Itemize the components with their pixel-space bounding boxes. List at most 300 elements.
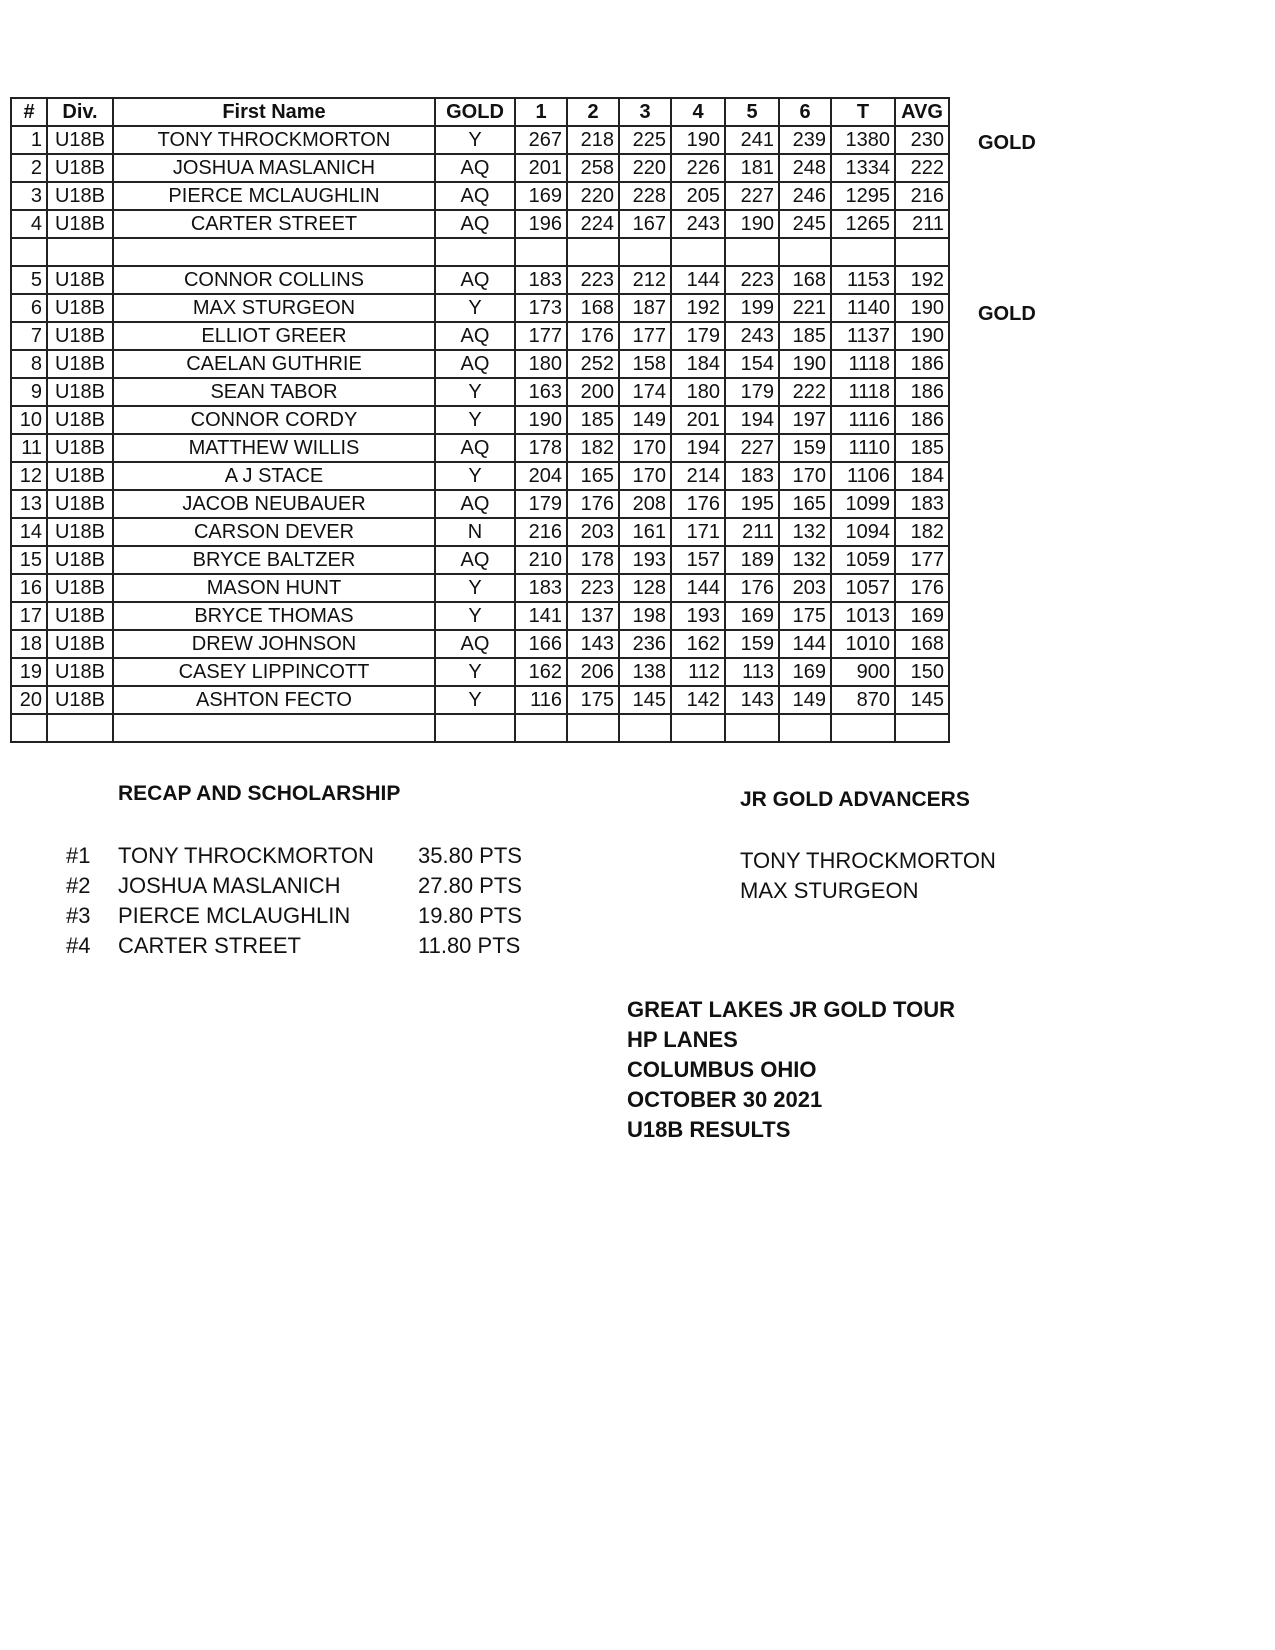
cell-gold: Y — [435, 602, 515, 630]
header-first-name: First Name — [113, 98, 435, 126]
cell-first-name: ASHTON FECTO — [113, 686, 435, 714]
cell-game-5: 211 — [725, 518, 779, 546]
results-table — [10, 97, 950, 743]
table-row — [11, 462, 949, 490]
cell-division: U18B — [47, 266, 113, 294]
cell-game-5: 223 — [725, 266, 779, 294]
cell-game-3: 161 — [619, 518, 671, 546]
cell-game-5: 227 — [725, 182, 779, 210]
cell-game-3: 177 — [619, 322, 671, 350]
cell-total: 1118 — [831, 378, 895, 406]
cell-average: 145 — [895, 686, 949, 714]
cell-first-name: CAELAN GUTHRIE — [113, 350, 435, 378]
cell-game-3: 208 — [619, 490, 671, 518]
cell-average: 190 — [895, 322, 949, 350]
recap-entry — [0, 843, 560, 871]
header-game-6: 6 — [779, 98, 831, 126]
empty-cell — [779, 238, 831, 266]
cell-total: 1137 — [831, 322, 895, 350]
cell-total: 1116 — [831, 406, 895, 434]
cell-first-name: BRYCE THOMAS — [113, 602, 435, 630]
cell-game-5: 179 — [725, 378, 779, 406]
cell-game-4: 243 — [671, 210, 725, 238]
cell-division: U18B — [47, 350, 113, 378]
cell-game-6: 245 — [779, 210, 831, 238]
cell-game-4: 226 — [671, 154, 725, 182]
cell-game-6: 197 — [779, 406, 831, 434]
empty-cell — [831, 238, 895, 266]
cell-gold: N — [435, 518, 515, 546]
empty-cell — [515, 238, 567, 266]
cell-gold: Y — [435, 406, 515, 434]
cell-game-4: 144 — [671, 574, 725, 602]
cell-game-2: 182 — [567, 434, 619, 462]
recap-title: RECAP AND SCHOLARSHIP — [118, 782, 401, 805]
cell-game-4: 176 — [671, 490, 725, 518]
header-total: T — [831, 98, 895, 126]
cell-game-1: 190 — [515, 406, 567, 434]
cell-rank: 7 — [11, 322, 47, 350]
cell-average: 186 — [895, 350, 949, 378]
cell-average: 169 — [895, 602, 949, 630]
cell-rank: 15 — [11, 546, 47, 574]
cell-game-2: 143 — [567, 630, 619, 658]
cell-game-3: 212 — [619, 266, 671, 294]
cell-game-3: 149 — [619, 406, 671, 434]
cell-average: 211 — [895, 210, 949, 238]
cell-average: 182 — [895, 518, 949, 546]
cell-division: U18B — [47, 686, 113, 714]
empty-cell — [619, 714, 671, 742]
cell-average: 186 — [895, 406, 949, 434]
cell-game-2: 223 — [567, 266, 619, 294]
cell-total: 1106 — [831, 462, 895, 490]
cell-division: U18B — [47, 378, 113, 406]
cell-game-2: 203 — [567, 518, 619, 546]
cell-average: 192 — [895, 266, 949, 294]
cell-average: 176 — [895, 574, 949, 602]
cell-gold: Y — [435, 126, 515, 154]
cell-game-5: 113 — [725, 658, 779, 686]
cell-first-name: ELLIOT GREER — [113, 322, 435, 350]
cell-game-3: 193 — [619, 546, 671, 574]
cell-total: 1099 — [831, 490, 895, 518]
cell-game-4: 194 — [671, 434, 725, 462]
cell-rank: 1 — [11, 126, 47, 154]
cell-game-5: 183 — [725, 462, 779, 490]
table-row — [11, 266, 949, 294]
cell-division: U18B — [47, 406, 113, 434]
cell-rank: 8 — [11, 350, 47, 378]
recap-rank: #3 — [66, 903, 91, 928]
empty-cell — [567, 714, 619, 742]
advancer-name: MAX STURGEON — [740, 878, 919, 903]
cell-game-1: 210 — [515, 546, 567, 574]
header-gold: GOLD — [435, 98, 515, 126]
cell-game-4: 162 — [671, 630, 725, 658]
cell-game-6: 169 — [779, 658, 831, 686]
cell-total: 1059 — [831, 546, 895, 574]
cell-first-name: MASON HUNT — [113, 574, 435, 602]
cell-average: 150 — [895, 658, 949, 686]
cell-game-2: 168 — [567, 294, 619, 322]
cell-game-2: 137 — [567, 602, 619, 630]
cell-game-4: 112 — [671, 658, 725, 686]
cell-gold: AQ — [435, 322, 515, 350]
cell-division: U18B — [47, 182, 113, 210]
cell-game-3: 228 — [619, 182, 671, 210]
cell-game-6: 159 — [779, 434, 831, 462]
cell-game-4: 179 — [671, 322, 725, 350]
cell-game-1: 163 — [515, 378, 567, 406]
cell-first-name: PIERCE MCLAUGHLIN — [113, 182, 435, 210]
cell-division: U18B — [47, 546, 113, 574]
cell-total: 870 — [831, 686, 895, 714]
cell-first-name: MAX STURGEON — [113, 294, 435, 322]
cell-game-1: 201 — [515, 154, 567, 182]
cell-division: U18B — [47, 518, 113, 546]
cell-rank: 6 — [11, 294, 47, 322]
cell-first-name: BRYCE BALTZER — [113, 546, 435, 574]
header-game-1: 1 — [515, 98, 567, 126]
cell-game-4: 142 — [671, 686, 725, 714]
cell-rank: 9 — [11, 378, 47, 406]
table-row — [11, 350, 949, 378]
gold-note-row-6: GOLD — [978, 303, 1036, 325]
empty-cell — [11, 714, 47, 742]
cell-game-3: 220 — [619, 154, 671, 182]
cell-gold: AQ — [435, 490, 515, 518]
cell-rank: 10 — [11, 406, 47, 434]
empty-cell — [671, 238, 725, 266]
cell-game-4: 180 — [671, 378, 725, 406]
table-row — [11, 630, 949, 658]
cell-first-name: CARSON DEVER — [113, 518, 435, 546]
cell-game-5: 227 — [725, 434, 779, 462]
cell-game-6: 203 — [779, 574, 831, 602]
cell-game-4: 157 — [671, 546, 725, 574]
cell-game-4: 190 — [671, 126, 725, 154]
cell-game-6: 132 — [779, 546, 831, 574]
event-tour-name: GREAT LAKES JR GOLD TOUR — [627, 997, 955, 1022]
cell-game-4: 171 — [671, 518, 725, 546]
cell-division: U18B — [47, 154, 113, 182]
cell-total: 1380 — [831, 126, 895, 154]
cell-game-1: 183 — [515, 574, 567, 602]
cell-game-5: 199 — [725, 294, 779, 322]
cell-first-name: JOSHUA MASLANICH — [113, 154, 435, 182]
cell-total: 1094 — [831, 518, 895, 546]
empty-cell — [831, 714, 895, 742]
gold-note-row-1: GOLD — [978, 132, 1036, 154]
cell-game-4: 192 — [671, 294, 725, 322]
header-game-3: 3 — [619, 98, 671, 126]
empty-cell — [113, 238, 435, 266]
cell-game-4: 193 — [671, 602, 725, 630]
cell-game-2: 218 — [567, 126, 619, 154]
cell-first-name: TONY THROCKMORTON — [113, 126, 435, 154]
cell-game-1: 173 — [515, 294, 567, 322]
cell-game-1: 267 — [515, 126, 567, 154]
cell-rank: 16 — [11, 574, 47, 602]
cell-division: U18B — [47, 462, 113, 490]
cell-game-6: 132 — [779, 518, 831, 546]
cell-rank: 14 — [11, 518, 47, 546]
header-game-4: 4 — [671, 98, 725, 126]
table-row — [11, 658, 949, 686]
cell-game-4: 184 — [671, 350, 725, 378]
cell-gold: AQ — [435, 546, 515, 574]
empty-cell — [895, 238, 949, 266]
cell-game-2: 223 — [567, 574, 619, 602]
empty-cell — [515, 714, 567, 742]
recap-points: 27.80 PTS — [418, 873, 522, 898]
cell-gold: AQ — [435, 154, 515, 182]
cell-game-5: 190 — [725, 210, 779, 238]
empty-cell — [895, 714, 949, 742]
cell-total: 1153 — [831, 266, 895, 294]
table-row — [11, 294, 949, 322]
cell-gold: Y — [435, 686, 515, 714]
cell-division: U18B — [47, 434, 113, 462]
cell-average: 177 — [895, 546, 949, 574]
cell-game-3: 170 — [619, 434, 671, 462]
cell-gold: Y — [435, 658, 515, 686]
cell-game-6: 221 — [779, 294, 831, 322]
cell-rank: 2 — [11, 154, 47, 182]
cell-game-3: 145 — [619, 686, 671, 714]
cell-average: 186 — [895, 378, 949, 406]
cell-average: 216 — [895, 182, 949, 210]
cell-first-name: SEAN TABOR — [113, 378, 435, 406]
cell-first-name: CONNOR COLLINS — [113, 266, 435, 294]
cell-game-2: 200 — [567, 378, 619, 406]
cell-total: 1013 — [831, 602, 895, 630]
event-date: OCTOBER 30 2021 — [627, 1087, 823, 1112]
recap-entry — [0, 903, 560, 931]
cell-game-2: 176 — [567, 322, 619, 350]
recap-rank: #2 — [66, 873, 91, 898]
cell-game-1: 178 — [515, 434, 567, 462]
cell-rank: 17 — [11, 602, 47, 630]
empty-cell — [619, 238, 671, 266]
cell-division: U18B — [47, 294, 113, 322]
table-row — [11, 154, 949, 182]
event-city: COLUMBUS OHIO — [627, 1057, 817, 1082]
cell-game-5: 241 — [725, 126, 779, 154]
cell-game-1: 162 — [515, 658, 567, 686]
cell-division: U18B — [47, 322, 113, 350]
cell-game-4: 205 — [671, 182, 725, 210]
cell-game-3: 138 — [619, 658, 671, 686]
cell-game-2: 176 — [567, 490, 619, 518]
table-row — [11, 182, 949, 210]
cell-total: 1265 — [831, 210, 895, 238]
cell-game-3: 167 — [619, 210, 671, 238]
cell-gold: AQ — [435, 350, 515, 378]
empty-cell — [779, 714, 831, 742]
cell-average: 230 — [895, 126, 949, 154]
cell-gold: AQ — [435, 182, 515, 210]
cell-game-1: 216 — [515, 518, 567, 546]
cell-total: 1110 — [831, 434, 895, 462]
cell-game-5: 159 — [725, 630, 779, 658]
cell-game-6: 175 — [779, 602, 831, 630]
cell-average: 190 — [895, 294, 949, 322]
cell-division: U18B — [47, 602, 113, 630]
table-row — [11, 210, 949, 238]
cell-game-6: 239 — [779, 126, 831, 154]
cell-game-1: 166 — [515, 630, 567, 658]
empty-cell — [11, 238, 47, 266]
cell-average: 185 — [895, 434, 949, 462]
cell-game-2: 165 — [567, 462, 619, 490]
cell-rank: 18 — [11, 630, 47, 658]
cell-average: 222 — [895, 154, 949, 182]
cell-rank: 20 — [11, 686, 47, 714]
event-venue: HP LANES — [627, 1027, 738, 1052]
results-body — [11, 126, 949, 742]
header-division: Div. — [47, 98, 113, 126]
cell-game-5: 169 — [725, 602, 779, 630]
table-row — [11, 686, 949, 714]
cell-game-5: 194 — [725, 406, 779, 434]
table-row — [11, 574, 949, 602]
cell-game-1: 204 — [515, 462, 567, 490]
recap-points: 35.80 PTS — [418, 843, 522, 868]
cell-game-1: 169 — [515, 182, 567, 210]
cell-game-2: 224 — [567, 210, 619, 238]
event-results-label: U18B RESULTS — [627, 1117, 791, 1142]
empty-cell — [671, 714, 725, 742]
table-row — [11, 126, 949, 154]
cell-game-3: 158 — [619, 350, 671, 378]
cell-game-5: 181 — [725, 154, 779, 182]
cell-game-2: 178 — [567, 546, 619, 574]
recap-points: 19.80 PTS — [418, 903, 522, 928]
recap-name: TONY THROCKMORTON — [118, 843, 374, 868]
cell-game-4: 144 — [671, 266, 725, 294]
cell-game-6: 248 — [779, 154, 831, 182]
empty-cell — [435, 714, 515, 742]
cell-total: 1334 — [831, 154, 895, 182]
cell-game-5: 189 — [725, 546, 779, 574]
empty-cell — [47, 714, 113, 742]
cell-game-1: 196 — [515, 210, 567, 238]
cell-game-3: 187 — [619, 294, 671, 322]
cell-total: 1057 — [831, 574, 895, 602]
cell-game-2: 185 — [567, 406, 619, 434]
empty-cell — [567, 238, 619, 266]
cell-first-name: A J STACE — [113, 462, 435, 490]
cell-gold: Y — [435, 294, 515, 322]
cell-game-5: 176 — [725, 574, 779, 602]
blank-row — [11, 238, 949, 266]
cell-game-6: 149 — [779, 686, 831, 714]
cell-game-1: 180 — [515, 350, 567, 378]
cell-rank: 12 — [11, 462, 47, 490]
cell-average: 184 — [895, 462, 949, 490]
cell-game-4: 214 — [671, 462, 725, 490]
cell-rank: 3 — [11, 182, 47, 210]
cell-rank: 19 — [11, 658, 47, 686]
empty-cell — [725, 714, 779, 742]
cell-total: 1118 — [831, 350, 895, 378]
cell-first-name: CONNOR CORDY — [113, 406, 435, 434]
cell-game-2: 252 — [567, 350, 619, 378]
cell-first-name: MATTHEW WILLIS — [113, 434, 435, 462]
cell-game-5: 154 — [725, 350, 779, 378]
cell-first-name: JACOB NEUBAUER — [113, 490, 435, 518]
cell-first-name: CASEY LIPPINCOTT — [113, 658, 435, 686]
recap-name: PIERCE MCLAUGHLIN — [118, 903, 351, 928]
cell-first-name: DREW JOHNSON — [113, 630, 435, 658]
advancers-title: JR GOLD ADVANCERS — [740, 788, 970, 811]
cell-game-1: 183 — [515, 266, 567, 294]
cell-game-6: 170 — [779, 462, 831, 490]
cell-game-4: 201 — [671, 406, 725, 434]
cell-total: 1295 — [831, 182, 895, 210]
cell-rank: 4 — [11, 210, 47, 238]
recap-name: CARTER STREET — [118, 933, 301, 958]
cell-rank: 13 — [11, 490, 47, 518]
cell-game-2: 175 — [567, 686, 619, 714]
recap-entry — [0, 873, 560, 901]
cell-game-2: 258 — [567, 154, 619, 182]
cell-game-6: 185 — [779, 322, 831, 350]
cell-game-3: 225 — [619, 126, 671, 154]
cell-gold: AQ — [435, 266, 515, 294]
table-row — [11, 378, 949, 406]
cell-game-1: 116 — [515, 686, 567, 714]
cell-game-6: 165 — [779, 490, 831, 518]
cell-rank: 11 — [11, 434, 47, 462]
cell-rank: 5 — [11, 266, 47, 294]
empty-cell — [113, 714, 435, 742]
table-header-row — [11, 98, 949, 126]
table-row — [11, 490, 949, 518]
cell-gold: AQ — [435, 630, 515, 658]
cell-game-6: 144 — [779, 630, 831, 658]
cell-gold: Y — [435, 574, 515, 602]
header-average: AVG — [895, 98, 949, 126]
cell-first-name: CARTER STREET — [113, 210, 435, 238]
empty-cell — [47, 238, 113, 266]
cell-game-5: 195 — [725, 490, 779, 518]
cell-game-1: 141 — [515, 602, 567, 630]
header-game-5: 5 — [725, 98, 779, 126]
advancer-name: TONY THROCKMORTON — [740, 848, 996, 873]
cell-average: 168 — [895, 630, 949, 658]
recap-rank: #1 — [66, 843, 91, 868]
cell-game-6: 190 — [779, 350, 831, 378]
cell-division: U18B — [47, 490, 113, 518]
cell-game-3: 236 — [619, 630, 671, 658]
cell-gold: AQ — [435, 210, 515, 238]
recap-entry — [0, 933, 560, 961]
table-row — [11, 546, 949, 574]
table-row — [11, 434, 949, 462]
cell-game-3: 198 — [619, 602, 671, 630]
recap-points: 11.80 PTS — [418, 933, 521, 958]
blank-row — [11, 714, 949, 742]
table-row — [11, 518, 949, 546]
recap-rank: #4 — [66, 933, 91, 958]
cell-game-6: 168 — [779, 266, 831, 294]
cell-game-6: 246 — [779, 182, 831, 210]
table-row — [11, 406, 949, 434]
cell-game-1: 179 — [515, 490, 567, 518]
